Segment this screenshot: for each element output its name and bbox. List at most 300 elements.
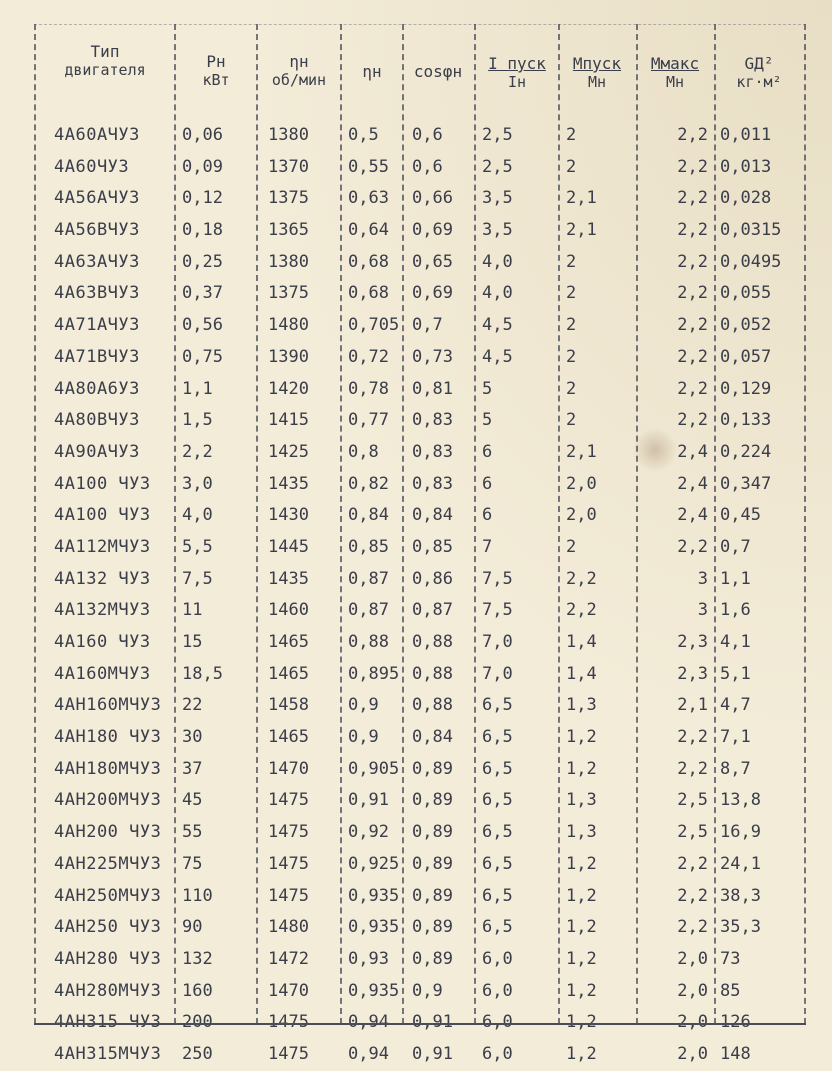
table-row [34, 627, 806, 659]
table-row [34, 944, 806, 976]
cell-cos-phi: 0,89 [412, 948, 453, 969]
cell-efficiency: 0,905 [348, 758, 400, 779]
cell-motor-type: 4А160 ЧУ3 [54, 632, 151, 652]
cell-efficiency: 0,9 [348, 695, 379, 716]
cell-power: 0,37 [182, 283, 223, 304]
header-cos [404, 62, 472, 81]
table-row [34, 595, 806, 627]
cell-start-current-ratio: 5 [482, 378, 493, 399]
cell-efficiency: 0,68 [348, 283, 389, 304]
cell-efficiency: 0,5 [348, 125, 379, 145]
cell-start-torque-ratio: 2,0 [566, 473, 597, 494]
cell-efficiency: 0,63 [348, 188, 389, 209]
cell-start-torque-ratio: 1,2 [566, 885, 597, 906]
table-row [34, 690, 806, 722]
header-istart [478, 54, 556, 92]
cell-flywheel-moment: 13,8 [720, 790, 761, 811]
cell-max-torque-ratio: 2,2 [677, 156, 708, 177]
table-row [34, 500, 806, 532]
cell-motor-type: 4АН250 ЧУ3 [54, 917, 162, 938]
cell-max-torque-ratio: 2,0 [677, 948, 708, 969]
header-istart-line2: Iн [507, 73, 527, 91]
cell-max-torque-ratio: 2,5 [677, 790, 708, 811]
cell-start-current-ratio: 4,5 [482, 315, 513, 336]
cell-max-torque-ratio: 2,2 [677, 346, 708, 367]
cell-motor-type: 4А63АЧУ3 [54, 251, 140, 272]
cell-efficiency: 0,935 [348, 885, 400, 906]
cell-power: 1,1 [182, 378, 213, 399]
cell-motor-type: 4А100 ЧУ3 [54, 505, 151, 526]
header-speed-line2: об/мин [271, 71, 327, 89]
cell-speed: 1472 [268, 948, 309, 969]
table-row [34, 659, 806, 691]
header-power-line1: Рн [206, 52, 226, 71]
cell-cos-phi: 0,87 [412, 600, 453, 621]
cell-cos-phi: 0,69 [412, 283, 453, 304]
cell-power: 90 [182, 917, 203, 938]
cell-start-current-ratio: 4,5 [482, 346, 513, 367]
cell-start-current-ratio: 6,5 [482, 885, 513, 906]
cell-start-current-ratio: 2,5 [482, 156, 513, 177]
cell-max-torque-ratio: 2,4 [677, 505, 708, 526]
cell-power: 75 [182, 853, 203, 874]
cell-flywheel-moment: 1,1 [720, 568, 751, 589]
header-power [180, 52, 252, 90]
cell-efficiency: 0,68 [348, 251, 389, 272]
cell-speed: 1470 [268, 758, 309, 779]
cell-efficiency: 0,91 [348, 790, 389, 811]
cell-start-current-ratio: 6,5 [482, 853, 513, 874]
cell-speed: 1370 [268, 156, 309, 177]
table-row [34, 849, 806, 881]
cell-start-torque-ratio: 1,4 [566, 632, 597, 652]
cell-start-torque-ratio: 2,0 [566, 505, 597, 526]
cell-start-current-ratio: 6,5 [482, 822, 513, 843]
cell-motor-type: 4А63ВЧУ3 [54, 283, 140, 304]
cell-power: 250 [182, 1043, 213, 1064]
cell-speed: 1445 [268, 536, 309, 557]
cell-start-current-ratio: 6,5 [482, 758, 513, 779]
cell-speed: 1458 [268, 695, 309, 716]
cell-start-torque-ratio: 2,2 [566, 600, 597, 621]
cell-flywheel-moment: 7,1 [720, 727, 751, 748]
cell-motor-type: 4А71АЧУ3 [54, 315, 140, 336]
cell-start-torque-ratio: 1,2 [566, 1043, 597, 1064]
cell-max-torque-ratio: 2,2 [677, 536, 708, 557]
cell-efficiency: 0,9 [348, 727, 379, 748]
cell-efficiency: 0,93 [348, 948, 389, 969]
cell-motor-type: 4А100 ЧУ3 [54, 473, 151, 494]
header-speed [260, 52, 338, 90]
cell-start-current-ratio: 6,0 [482, 1043, 513, 1064]
cell-power: 37 [182, 758, 203, 779]
cell-cos-phi: 0,84 [412, 505, 453, 526]
cell-cos-phi: 0,88 [412, 632, 453, 652]
cell-flywheel-moment: 0,0495 [720, 251, 782, 272]
cell-start-current-ratio: 6,0 [482, 1012, 513, 1033]
header-cos-line1: cosφн [413, 62, 463, 81]
cell-motor-type: 4АН315 ЧУ3 [54, 1012, 162, 1033]
cell-power: 55 [182, 822, 203, 843]
cell-cos-phi: 0,91 [412, 1043, 453, 1064]
cell-efficiency: 0,94 [348, 1043, 389, 1064]
cell-start-torque-ratio: 1,2 [566, 980, 597, 1001]
cell-cos-phi: 0,73 [412, 346, 453, 367]
table-row [34, 912, 806, 944]
table-row [34, 722, 806, 754]
cell-flywheel-moment: 73 [720, 948, 741, 969]
cell-start-current-ratio: 4,0 [482, 283, 513, 304]
cell-speed: 1430 [268, 505, 309, 526]
cell-motor-type: 4АН280МЧУ3 [54, 980, 162, 1001]
cell-efficiency: 0,895 [348, 663, 400, 684]
table-row [34, 152, 806, 184]
cell-flywheel-moment: 0,057 [720, 346, 772, 367]
cell-max-torque-ratio: 2,2 [677, 853, 708, 874]
header-mstart [560, 54, 634, 92]
header-efficiency [344, 62, 400, 81]
cell-flywheel-moment: 0,011 [720, 125, 772, 145]
cell-cos-phi: 0,84 [412, 727, 453, 748]
header-mmax-line2: Мн [665, 73, 685, 91]
cell-speed: 1380 [268, 251, 309, 272]
table-row [34, 469, 806, 501]
cell-start-current-ratio: 2,5 [482, 125, 513, 145]
cell-flywheel-moment: 126 [720, 1012, 751, 1033]
cell-flywheel-moment: 0,129 [720, 378, 772, 399]
cell-cos-phi: 0,83 [412, 441, 453, 462]
header-type [40, 42, 170, 80]
cell-power: 1,5 [182, 410, 213, 431]
cell-start-current-ratio: 6 [482, 473, 493, 494]
cell-speed: 1475 [268, 790, 309, 811]
cell-flywheel-moment: 0,347 [720, 473, 772, 494]
cell-start-current-ratio: 7,0 [482, 632, 513, 652]
cell-power: 200 [182, 1012, 213, 1033]
cell-power: 0,12 [182, 188, 223, 209]
header-type-line1: Тип [90, 42, 120, 61]
header-efficiency-line1: ηн [362, 62, 382, 81]
header-istart-line1: I пуск [488, 54, 546, 73]
cell-motor-type: 4А80ВЧУ3 [54, 410, 140, 431]
header-speed-line1: ηн [289, 52, 309, 71]
cell-speed: 1465 [268, 663, 309, 684]
cell-flywheel-moment: 5,1 [720, 663, 751, 684]
cell-speed: 1470 [268, 980, 309, 1001]
cell-motor-type: 4АН200 ЧУ3 [54, 822, 162, 843]
cell-cos-phi: 0,6 [412, 156, 443, 177]
header-mstart-line2: Мн [587, 73, 607, 91]
cell-cos-phi: 0,91 [412, 1012, 453, 1033]
cell-start-current-ratio: 3,5 [482, 220, 513, 241]
cell-flywheel-moment: 35,3 [720, 917, 761, 938]
cell-motor-type: 4АН180МЧУ3 [54, 758, 162, 779]
cell-speed: 1390 [268, 346, 309, 367]
cell-efficiency: 0,72 [348, 346, 389, 367]
cell-start-torque-ratio: 2,1 [566, 188, 597, 209]
cell-start-torque-ratio: 2 [566, 251, 577, 272]
table-row [34, 754, 806, 786]
cell-flywheel-moment: 0,7 [720, 536, 751, 557]
cell-flywheel-moment: 0,055 [720, 283, 772, 304]
cell-efficiency: 0,82 [348, 473, 389, 494]
cell-cos-phi: 0,89 [412, 885, 453, 906]
header-gd2 [716, 54, 802, 92]
motor-table [34, 24, 806, 1064]
cell-max-torque-ratio: 2,2 [677, 410, 708, 431]
cell-start-current-ratio: 6 [482, 505, 493, 526]
table-row [34, 374, 806, 406]
cell-max-torque-ratio: 2,1 [677, 695, 708, 716]
cell-flywheel-moment: 8,7 [720, 758, 751, 779]
cell-motor-type: 4АН200МЧУ3 [54, 790, 162, 811]
cell-speed: 1425 [268, 441, 309, 462]
table-row [34, 564, 806, 596]
cell-motor-type: 4АН315МЧУ3 [54, 1043, 162, 1064]
cell-max-torque-ratio: 2,5 [677, 822, 708, 843]
table-row [34, 1039, 806, 1071]
cell-cos-phi: 0,9 [412, 980, 443, 1001]
cell-motor-type: 4А112МЧУ3 [54, 536, 151, 557]
cell-power: 132 [182, 948, 213, 969]
header-mmax-line1: Ммакс [650, 54, 700, 73]
cell-power: 0,09 [182, 156, 223, 177]
cell-motor-type: 4А90АЧУ3 [54, 441, 140, 462]
cell-power: 18,5 [182, 663, 223, 684]
cell-start-torque-ratio: 2 [566, 125, 577, 145]
table-row [34, 405, 806, 437]
cell-speed: 1415 [268, 410, 309, 431]
cell-flywheel-moment: 0,052 [720, 315, 772, 336]
header-mstart-line1: Мпуск [572, 54, 622, 73]
cell-cos-phi: 0,89 [412, 917, 453, 938]
table-row [34, 120, 806, 152]
cell-start-torque-ratio: 2,1 [566, 441, 597, 462]
table-row [34, 881, 806, 913]
cell-speed: 1420 [268, 378, 309, 399]
cell-cos-phi: 0,6 [412, 125, 443, 145]
cell-cos-phi: 0,88 [412, 663, 453, 684]
header-gd2-line1: GД² [744, 54, 774, 73]
cell-power: 5,5 [182, 536, 213, 557]
cell-motor-type: 4АН160МЧУ3 [54, 695, 162, 716]
cell-efficiency: 0,84 [348, 505, 389, 526]
cell-max-torque-ratio: 2,2 [677, 188, 708, 209]
cell-max-torque-ratio: 3 [697, 600, 708, 621]
cell-speed: 1460 [268, 600, 309, 621]
cell-efficiency: 0,77 [348, 410, 389, 431]
cell-start-torque-ratio: 2 [566, 346, 577, 367]
cell-efficiency: 0,92 [348, 822, 389, 843]
cell-flywheel-moment: 0,133 [720, 410, 772, 431]
table-row [34, 247, 806, 279]
cell-cos-phi: 0,85 [412, 536, 453, 557]
cell-speed: 1475 [268, 1043, 309, 1064]
cell-efficiency: 0,87 [348, 600, 389, 621]
cell-flywheel-moment: 16,9 [720, 822, 761, 843]
cell-start-current-ratio: 7,5 [482, 600, 513, 621]
cell-flywheel-moment: 38,3 [720, 885, 761, 906]
cell-speed: 1435 [268, 568, 309, 589]
header-power-line2: кВт [202, 71, 230, 89]
table-row [34, 532, 806, 564]
cell-efficiency: 0,55 [348, 156, 389, 177]
cell-start-current-ratio: 6,5 [482, 727, 513, 748]
cell-start-current-ratio: 6,0 [482, 948, 513, 969]
cell-efficiency: 0,78 [348, 378, 389, 399]
cell-start-current-ratio: 5 [482, 410, 493, 431]
cell-power: 0,18 [182, 220, 223, 241]
cell-power: 0,25 [182, 251, 223, 272]
cell-cos-phi: 0,69 [412, 220, 453, 241]
cell-start-current-ratio: 6,5 [482, 695, 513, 716]
cell-speed: 1380 [268, 125, 309, 145]
cell-motor-type: 4А56АЧУ3 [54, 188, 140, 209]
cell-start-torque-ratio: 2 [566, 410, 577, 431]
cell-start-torque-ratio: 1,2 [566, 853, 597, 874]
cell-speed: 1375 [268, 283, 309, 304]
cell-motor-type: 4А132 ЧУ3 [54, 568, 151, 589]
cell-flywheel-moment: 4,1 [720, 632, 751, 652]
cell-start-current-ratio: 6,5 [482, 790, 513, 811]
cell-speed: 1465 [268, 632, 309, 652]
cell-max-torque-ratio: 2,2 [677, 378, 708, 399]
cell-flywheel-moment: 85 [720, 980, 741, 1001]
cell-efficiency: 0,705 [348, 315, 400, 336]
cell-cos-phi: 0,83 [412, 410, 453, 431]
cell-speed: 1480 [268, 315, 309, 336]
cell-efficiency: 0,935 [348, 917, 400, 938]
cell-cos-phi: 0,89 [412, 790, 453, 811]
cell-speed: 1435 [268, 473, 309, 494]
cell-start-torque-ratio: 1,2 [566, 948, 597, 969]
header-gd2-line2: кг·м² [736, 73, 782, 91]
cell-motor-type: 4А60АЧУ3 [54, 125, 140, 145]
table-row [34, 785, 806, 817]
cell-efficiency: 0,88 [348, 632, 389, 652]
cell-start-current-ratio: 6,5 [482, 917, 513, 938]
cell-speed: 1475 [268, 853, 309, 874]
table-row [34, 278, 806, 310]
cell-flywheel-moment: 0,028 [720, 188, 772, 209]
cell-max-torque-ratio: 2,0 [677, 1012, 708, 1033]
cell-max-torque-ratio: 2,2 [677, 727, 708, 748]
cell-motor-type: 4А71ВЧУ3 [54, 346, 140, 367]
cell-motor-type: 4А56ВЧУ3 [54, 220, 140, 241]
cell-flywheel-moment: 0,45 [720, 505, 761, 526]
cell-efficiency: 0,8 [348, 441, 379, 462]
cell-speed: 1375 [268, 188, 309, 209]
cell-start-torque-ratio: 1,3 [566, 790, 597, 811]
cell-start-current-ratio: 7,0 [482, 663, 513, 684]
cell-motor-type: 4А80А6У3 [54, 378, 140, 399]
cell-power: 4,0 [182, 505, 213, 526]
table-row [34, 215, 806, 247]
cell-start-torque-ratio: 2 [566, 283, 577, 304]
cell-cos-phi: 0,89 [412, 758, 453, 779]
cell-max-torque-ratio: 2,2 [677, 917, 708, 938]
cell-power: 110 [182, 885, 213, 906]
cell-max-torque-ratio: 2,2 [677, 315, 708, 336]
cell-speed: 1465 [268, 727, 309, 748]
table-row [34, 183, 806, 215]
cell-cos-phi: 0,89 [412, 853, 453, 874]
cell-max-torque-ratio: 2,2 [677, 251, 708, 272]
cell-max-torque-ratio: 2,3 [677, 663, 708, 684]
cell-cos-phi: 0,66 [412, 188, 453, 209]
table-body [34, 120, 806, 1071]
table-header [34, 32, 806, 112]
cell-motor-type: 4АН225МЧУ3 [54, 853, 162, 874]
cell-speed: 1475 [268, 822, 309, 843]
cell-start-current-ratio: 4,0 [482, 251, 513, 272]
cell-start-current-ratio: 7,5 [482, 568, 513, 589]
cell-motor-type: 4А160МЧУ3 [54, 663, 151, 684]
cell-power: 160 [182, 980, 213, 1001]
cell-start-current-ratio: 6,0 [482, 980, 513, 1001]
cell-speed: 1475 [268, 1012, 309, 1033]
table-row [34, 817, 806, 849]
cell-power: 15 [182, 632, 203, 652]
cell-cos-phi: 0,65 [412, 251, 453, 272]
cell-efficiency: 0,935 [348, 980, 400, 1001]
cell-start-torque-ratio: 1,3 [566, 695, 597, 716]
cell-start-torque-ratio: 2 [566, 536, 577, 557]
table-bottom-border [34, 1023, 806, 1025]
cell-flywheel-moment: 1,6 [720, 600, 751, 621]
cell-start-torque-ratio: 1,2 [566, 727, 597, 748]
cell-cos-phi: 0,81 [412, 378, 453, 399]
cell-start-torque-ratio: 1,2 [566, 758, 597, 779]
cell-start-torque-ratio: 2 [566, 156, 577, 177]
cell-motor-type: 4А60ЧУ3 [54, 156, 130, 177]
cell-power: 0,75 [182, 346, 223, 367]
cell-max-torque-ratio: 2,2 [677, 283, 708, 304]
cell-flywheel-moment: 0,013 [720, 156, 772, 177]
table-row [34, 310, 806, 342]
cell-power: 22 [182, 695, 203, 716]
cell-power: 3,0 [182, 473, 213, 494]
cell-start-torque-ratio: 1,4 [566, 663, 597, 684]
cell-cos-phi: 0,89 [412, 822, 453, 843]
cell-cos-phi: 0,7 [412, 315, 443, 336]
cell-start-current-ratio: 7 [482, 536, 493, 557]
cell-max-torque-ratio: 2,2 [677, 758, 708, 779]
cell-start-current-ratio: 6 [482, 441, 493, 462]
cell-flywheel-moment: 0,224 [720, 441, 772, 462]
cell-power: 7,5 [182, 568, 213, 589]
cell-cos-phi: 0,88 [412, 695, 453, 716]
cell-power: 2,2 [182, 441, 213, 462]
cell-cos-phi: 0,86 [412, 568, 453, 589]
cell-start-torque-ratio: 1,2 [566, 1012, 597, 1033]
cell-motor-type: 4АН180 ЧУ3 [54, 727, 162, 748]
cell-start-torque-ratio: 2,1 [566, 220, 597, 241]
cell-cos-phi: 0,83 [412, 473, 453, 494]
cell-max-torque-ratio: 3 [697, 568, 708, 589]
table-row [34, 437, 806, 469]
cell-flywheel-moment: 0,0315 [720, 220, 782, 241]
cell-max-torque-ratio: 2,0 [677, 1043, 708, 1064]
table-row [34, 342, 806, 374]
table-row [34, 976, 806, 1008]
cell-speed: 1365 [268, 220, 309, 241]
cell-flywheel-moment: 24,1 [720, 853, 761, 874]
cell-start-torque-ratio: 2 [566, 315, 577, 336]
cell-max-torque-ratio: 2,4 [677, 473, 708, 494]
cell-max-torque-ratio: 2,2 [677, 220, 708, 241]
cell-power: 11 [182, 600, 203, 621]
